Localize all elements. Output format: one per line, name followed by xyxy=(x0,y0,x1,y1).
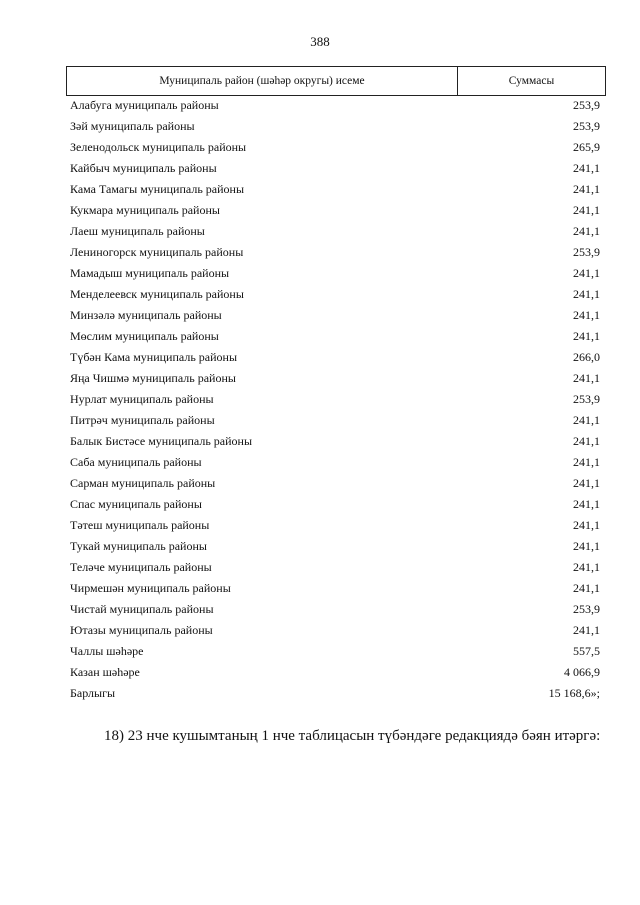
table-row xyxy=(70,326,600,347)
table-row xyxy=(70,557,600,578)
row-name: Лениногорск муниципаль районы xyxy=(70,245,244,259)
row-name: Казан шәһәре xyxy=(70,665,140,679)
row-value: 241,1 xyxy=(573,518,600,532)
row-name: Менделеевск муниципаль районы xyxy=(70,287,244,301)
row-value: 265,9 xyxy=(573,140,600,154)
table-row xyxy=(70,473,600,494)
row-name: Кукмара муниципаль районы xyxy=(70,203,220,217)
page-number: 388 xyxy=(310,34,330,49)
row-value: 241,1 xyxy=(573,182,600,196)
row-name: Тәтеш муниципаль районы xyxy=(70,518,210,532)
row-name: Мамадыш муниципаль районы xyxy=(70,266,230,280)
row-value: 241,1 xyxy=(573,539,600,553)
row-name: Нурлат муниципаль районы xyxy=(70,392,214,406)
row-value: 241,1 xyxy=(573,560,600,574)
row-name: Лаеш муниципаль районы xyxy=(70,224,205,238)
row-value: 241,1 xyxy=(573,203,600,217)
table-row xyxy=(70,599,600,620)
row-name: Спас муниципаль районы xyxy=(70,497,202,511)
row-name: Теләче муниципаль районы xyxy=(70,560,212,574)
row-name: Барлыгы xyxy=(70,686,116,700)
row-name: Питрәч муниципаль районы xyxy=(70,413,215,427)
row-value: 253,9 xyxy=(573,119,600,133)
table-body xyxy=(70,95,600,704)
table-row xyxy=(70,221,600,242)
row-name: Чаллы шәһәре xyxy=(70,644,144,658)
table-row xyxy=(70,494,600,515)
row-value: 557,5 xyxy=(573,644,600,658)
row-value: 241,1 xyxy=(573,476,600,490)
row-value: 253,9 xyxy=(573,245,600,259)
row-name: Ютазы муниципаль районы xyxy=(70,623,213,637)
row-name: Мөслим муниципаль районы xyxy=(70,329,219,343)
row-name: Сарман муниципаль районы xyxy=(70,476,216,490)
row-value: 241,1 xyxy=(573,581,600,595)
table-row xyxy=(70,200,600,221)
row-value: 241,1 xyxy=(573,161,600,175)
row-name: Чистай муниципаль районы xyxy=(70,602,214,616)
row-value: 241,1 xyxy=(573,413,600,427)
table-row xyxy=(70,347,600,368)
row-name: Тукай муниципаль районы xyxy=(70,539,207,553)
row-value: 253,9 xyxy=(573,602,600,616)
row-name: Кайбыч муниципаль районы xyxy=(70,161,217,175)
table-row xyxy=(70,305,600,326)
table-header xyxy=(66,66,606,96)
row-name: Яңа Чишмә муниципаль районы xyxy=(70,371,236,385)
row-name: Түбән Кама муниципаль районы xyxy=(70,350,238,364)
row-value: 241,1 xyxy=(573,455,600,469)
table-row xyxy=(70,641,600,662)
row-name: Балык Бистәсе муниципаль районы xyxy=(70,434,253,448)
table-row xyxy=(70,137,600,158)
row-value: 241,1 xyxy=(573,266,600,280)
table-row xyxy=(70,158,600,179)
row-name: Зеленодольск муниципаль районы xyxy=(70,140,247,154)
row-value: 253,9 xyxy=(573,98,600,112)
table-row xyxy=(70,95,600,116)
row-value: 241,1 xyxy=(573,287,600,301)
table-row xyxy=(70,284,600,305)
table-row xyxy=(70,179,600,200)
row-value: 266,0 xyxy=(573,350,600,364)
table-row xyxy=(70,452,600,473)
row-name: Чирмешән муниципаль районы xyxy=(70,581,231,595)
column-header-name: Муниципаль район (шәһәр округы) исеме xyxy=(67,67,458,95)
table-row xyxy=(70,536,600,557)
row-value: 241,1 xyxy=(573,308,600,322)
table-row xyxy=(70,431,600,452)
paragraph-text: 18) 23 нче кушымтаның 1 нче таблицасын түбәндәге редакциядә бәян итәргә: xyxy=(104,728,601,744)
row-name: Алабуга муниципаль районы xyxy=(70,98,219,112)
table-row xyxy=(70,578,600,599)
table-row xyxy=(70,368,600,389)
row-value: 241,1 xyxy=(573,329,600,343)
row-name: Кама Тамагы муниципаль районы xyxy=(70,182,245,196)
row-value: 241,1 xyxy=(573,224,600,238)
row-name: Минзәлә муниципаль районы xyxy=(70,308,222,322)
table-row xyxy=(70,515,600,536)
table-row xyxy=(70,620,600,641)
table-row xyxy=(70,662,600,683)
row-value: 4 066,9 xyxy=(564,665,600,679)
row-value: 241,1 xyxy=(573,623,600,637)
table-row xyxy=(70,263,600,284)
table-row xyxy=(70,410,600,431)
row-value: 241,1 xyxy=(573,497,600,511)
table-row xyxy=(70,389,600,410)
row-value: 241,1 xyxy=(573,371,600,385)
row-name: Саба муниципаль районы xyxy=(70,455,202,469)
row-name: Зәй муниципаль районы xyxy=(70,119,195,133)
row-value: 241,1 xyxy=(573,434,600,448)
row-value: 253,9 xyxy=(573,392,600,406)
column-header-sum: Суммасы xyxy=(508,75,555,87)
table-row xyxy=(70,242,600,263)
row-value: 15 168,6»; xyxy=(548,686,600,700)
table-row xyxy=(70,116,600,137)
table-row xyxy=(70,683,600,704)
